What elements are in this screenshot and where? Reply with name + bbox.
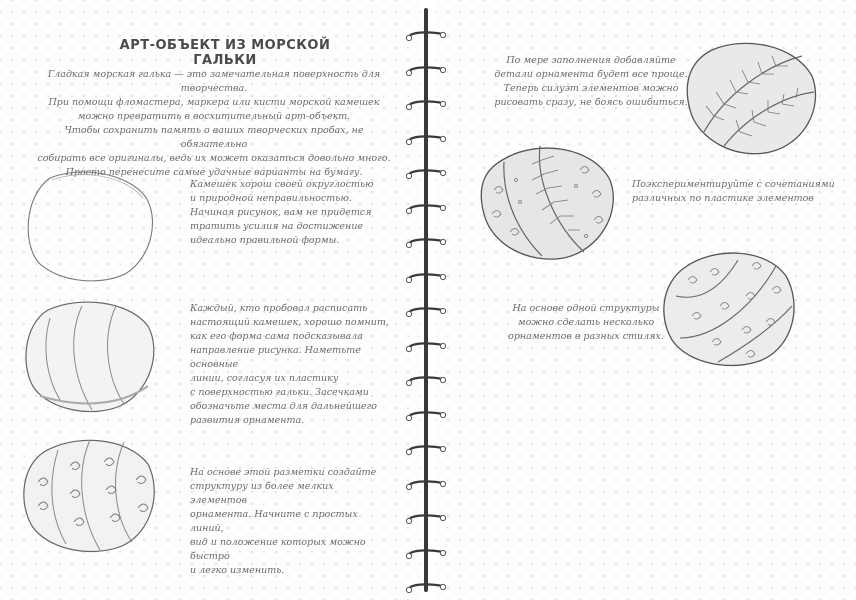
right-page: [436, 0, 856, 600]
pebble-swirl-leaf-illustration: [480, 140, 620, 264]
pebble-swirl-pattern-illustration: [662, 246, 798, 370]
spiral-ring: [405, 134, 447, 146]
spiral-ring: [405, 168, 447, 180]
pebble-outline-illustration: [20, 166, 160, 286]
right-text-2: Поэкспериментируйте с сочетаниями различных по пластике элементов: [632, 179, 835, 204]
spiral-ring: [405, 582, 447, 594]
spiral-ring: [405, 272, 447, 284]
spiral-ring: [405, 237, 447, 249]
spiral-ring: [405, 99, 447, 111]
spiral-ring: [405, 65, 447, 77]
spiral-ring: [405, 479, 447, 491]
step1-text: Камешек хорош своей округлостью и природной неправильностью. Начиная рисунок, вам не придется тратить усилия на достижение идеально правильной формы.: [190, 179, 374, 246]
step2-text: Каждый, кто пробовал расписать настоящий камешек, хорошо помнит, как его форма сама подсказывала направление рисунка. Наметьте основные линии, согласуя их пластику с поверхностью гальки. Засечками обозначьте места для дальнейшего развития орнамента.: [190, 303, 389, 426]
spiral-ring: [405, 203, 447, 215]
pebble-lines-illustration: [20, 296, 160, 416]
right-text-1: По мере заполнения добавляйте детали орнамента будет все проще. Теперь силуэт элементов можно рисовать сразу, не боясь ошибиться.: [494, 55, 688, 108]
intro-text: Гладкая морская галька — это замечательная поверхность для творчества. При помощи фломастера, маркера или кисти морской камешек можно превратить в восхитительный арт-объект. Чтобы сохранить память о ваших творческих пробах, не обязательно собирать все оригиналы, ведь их может оказаться довольно много. Просто перенесите самые удачные варианты на бумагу.: [37, 69, 391, 178]
pebble-leaf-pattern-illustration: [684, 36, 820, 158]
pebble-pattern-illustration: [20, 432, 160, 556]
spiral-ring: [405, 444, 447, 456]
spiral-ring: [405, 410, 447, 422]
notebook-spine: [424, 8, 428, 592]
spiral-ring: [405, 513, 447, 525]
right-text-3: На основе одной структуры можно сделать несколько орнаментов в разных стилях.: [508, 303, 664, 342]
spiral-ring: [405, 30, 447, 42]
left-page: [0, 0, 420, 600]
step3-text: На основе этой разметки создайте структуру из более мелких элементов орнамента. Начните с простых линий, вид и положение которых можно быстро и легко изменить.: [190, 467, 377, 576]
spiral-ring: [405, 375, 447, 387]
spiral-ring: [405, 341, 447, 353]
spiral-ring: [405, 548, 447, 560]
spiral-ring: [405, 306, 447, 318]
page-title: АРТ-ОБЪЕКТ ИЗ МОРСКОЙ ГАЛЬКИ: [119, 38, 331, 68]
